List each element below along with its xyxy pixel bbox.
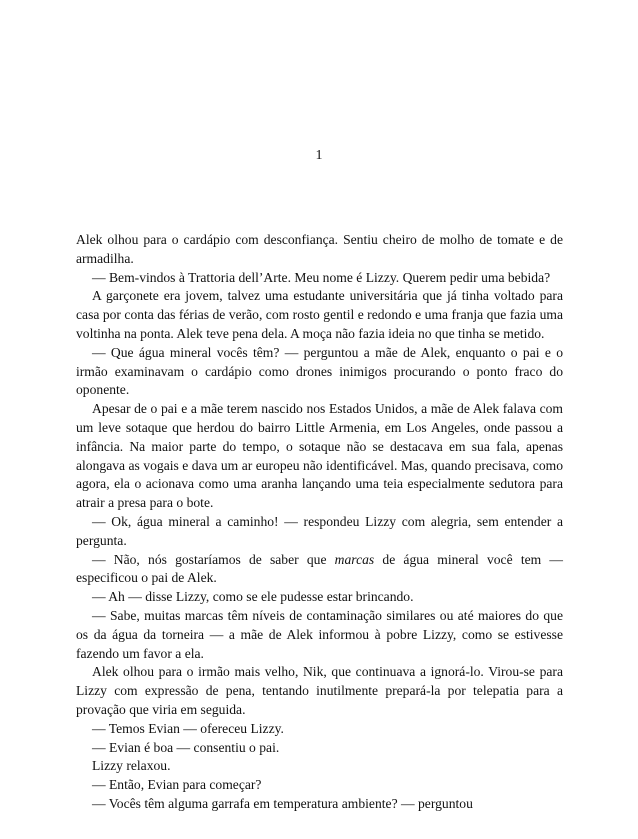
paragraph: — Temos Evian — ofereceu Lizzy. — [92, 720, 284, 736]
paragraph: — Vocês têm alguma garrafa em temperatura ambiente? — perguntou — [92, 795, 473, 811]
paragraph: — Sabe, muitas marcas têm níveis de contaminação similares ou até maiores do que os da água da torneira — a mãe de Alek informou à pobre Lizzy, como se estivesse fazendo um favor a ela. — [76, 607, 563, 661]
paragraph: Lizzy relaxou. — [92, 758, 171, 774]
emphasized-word: marcas — [334, 551, 375, 567]
paragraph — [76, 551, 563, 589]
paragraph: — Bem-vindos à Trattoria dell’Arte. Meu nome é Lizzy. Querem pedir uma bebida? — [92, 269, 551, 285]
paragraph: — Então, Evian para começar? — [92, 777, 262, 793]
paragraph: Alek olhou para o cardápio com desconfiança. Sentiu cheiro de molho de tomate e de armadilha. — [76, 232, 563, 266]
paragraph: — Evian é boa — consentiu o pai. — [92, 739, 280, 755]
chapter-body — [76, 231, 563, 814]
paragraph: — Ah — disse Lizzy, como se ele pudesse estar brincando. — [92, 589, 414, 605]
paragraph: A garçonete era jovem, talvez uma estudante universitária que já tinha voltado para casa por conta das férias de verão, com rosto gentil e redondo e uma franja que fazia uma voltinha na ponta. Alek teve pena dela. A moça não fazia ideia no que tinha se metido. — [76, 288, 563, 341]
paragraph: — Ok, água mineral a caminho! — respondeu Lizzy com alegria, sem entender a pergunta. — [76, 513, 563, 548]
paragraph: Alek olhou para o irmão mais velho, Nik, que continuava a ignorá-lo. Virou-se para Lizzy com expressão de pena, tentando inutilmente prepará-la por telepatia para a provação que viria em seguida. — [76, 664, 563, 717]
paragraph: Apesar de o pai e a mãe terem nascido nos Estados Unidos, a mãe de Alek falava com um leve sotaque que herdou do bairro Little Armenia, em Los Angeles, onde passou a infância. Na maior parte do tempo, o sotaque não se destacava em sua fala, apenas alongava as vogais e dava um ar europeu não identificável. Mas, quando precisava, como agora, ela o acionava como uma aranha lançando uma teia especialmente sedutora para atrair a presa para o bote. — [76, 401, 563, 511]
paragraph-text: de água mineral você tem — especificou o pai de Alek. — [76, 551, 563, 586]
paragraph-text: — Não, nós gostaríamos de saber que — [92, 551, 335, 567]
paragraph: — Que água mineral vocês têm? — perguntou a mãe de Alek, enquanto o pai e o irmão examinavam o cardápio como drones inimigos procurando o ponto fraco do oponente. — [76, 344, 563, 398]
chapter-number: 1 — [315, 148, 323, 163]
